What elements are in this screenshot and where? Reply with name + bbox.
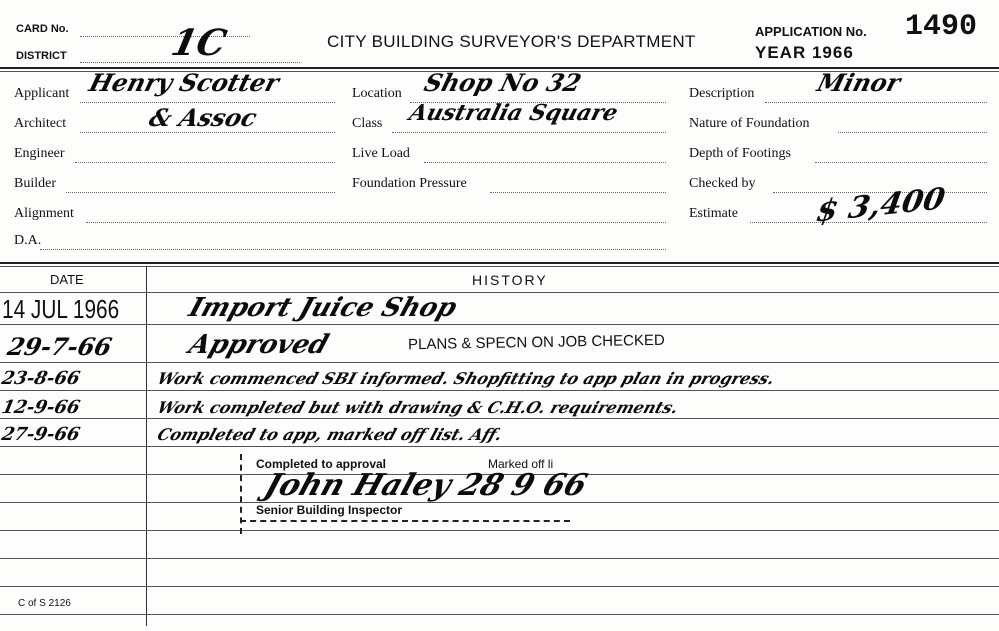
history-text: Completed to app, marked off list. Aff. xyxy=(154,425,505,444)
history-header: HISTORY xyxy=(472,272,548,288)
history-date: 29-7-66 xyxy=(4,332,115,361)
history-rule xyxy=(0,418,999,419)
depth-of-footings-line xyxy=(815,162,987,163)
history-stamp: PLANS & SPECN ON JOB CHECKED xyxy=(407,331,665,354)
application-no-value: 1490 xyxy=(905,10,978,44)
history-rule xyxy=(0,362,999,363)
history-date: 12-9-66 xyxy=(0,397,82,418)
location-label: Location xyxy=(352,86,402,101)
completed-label: Completed to approval xyxy=(256,457,387,471)
checked-by-label: Checked by xyxy=(689,176,756,191)
architect-value: & Assoc xyxy=(146,103,261,132)
history-rule xyxy=(0,446,999,447)
card-no-label: CARD No. xyxy=(16,23,69,35)
history-date: 23-8-66 xyxy=(0,368,82,389)
da-label: D.A. xyxy=(14,233,42,248)
depth-of-footings-label: Depth of Footings xyxy=(689,146,791,161)
history-rule xyxy=(0,614,999,615)
application-no-label: APPLICATION No. xyxy=(755,24,867,39)
alignment-label: Alignment xyxy=(14,206,74,221)
history-rule xyxy=(0,530,999,531)
department-title: CITY BUILDING SURVEYOR'S DEPARTMENT xyxy=(327,32,696,51)
estimate-value: $ 3,400 xyxy=(813,181,948,230)
district-label: DISTRICT xyxy=(16,50,67,62)
nature-of-foundation-label: Nature of Foundation xyxy=(689,116,810,131)
history-rule xyxy=(0,586,999,587)
architect-label: Architect xyxy=(14,116,67,131)
history-rule-top-2 xyxy=(0,266,999,267)
history-text: Import Juice Shop xyxy=(185,293,461,323)
builder-line xyxy=(66,192,335,193)
class-line xyxy=(392,132,666,133)
estimate-label: Estimate xyxy=(689,206,738,221)
applicant-label: Applicant xyxy=(14,86,70,101)
history-text: Approved xyxy=(185,330,333,360)
marked-label: Marked off li xyxy=(488,457,554,471)
class-label: Class xyxy=(352,116,383,131)
architect-line xyxy=(80,132,335,133)
description-value: Minor xyxy=(814,68,904,97)
class-value: Australia Square xyxy=(406,100,621,126)
live-load-line xyxy=(424,162,666,163)
history-date: 14 JUL 1966 xyxy=(2,294,120,324)
form-code: C of S 2126 xyxy=(18,598,71,609)
foundation-pressure-line xyxy=(490,192,666,193)
alignment-line xyxy=(86,222,666,223)
district-value: 1C xyxy=(167,22,231,64)
history-rule xyxy=(0,558,999,559)
engineer-label: Engineer xyxy=(14,146,65,161)
da-line xyxy=(40,249,666,250)
applicant-value: Henry Scotter xyxy=(86,68,283,97)
year-label: YEAR 1966 xyxy=(755,43,854,62)
location-value: Shop No 32 xyxy=(421,68,585,97)
history-rule-top xyxy=(0,262,999,264)
date-header: DATE xyxy=(50,272,84,287)
builder-label: Builder xyxy=(14,176,56,191)
history-text: Work commenced SBI informed. Shopfitting to app plan in progress. xyxy=(154,369,778,388)
description-label: Description xyxy=(689,86,755,101)
stamp-border-bottom xyxy=(240,520,570,522)
history-rule xyxy=(0,390,999,391)
role-label: Senior Building Inspector xyxy=(256,503,403,517)
history-date: 27-9-66 xyxy=(0,424,82,445)
history-rule xyxy=(0,292,999,293)
history-rule xyxy=(0,324,999,325)
description-line xyxy=(765,102,987,103)
foundation-pressure-label: Foundation Pressure xyxy=(352,176,467,191)
nature-of-foundation-line xyxy=(838,132,987,133)
engineer-line xyxy=(75,162,335,163)
inspector-signature: John Haley 28 9 66 xyxy=(260,468,592,503)
history-text: Work completed but with drawing & C.H.O. requirements. xyxy=(154,398,681,417)
stamp-border-left xyxy=(240,454,242,534)
live-load-label: Live Load xyxy=(352,146,410,161)
